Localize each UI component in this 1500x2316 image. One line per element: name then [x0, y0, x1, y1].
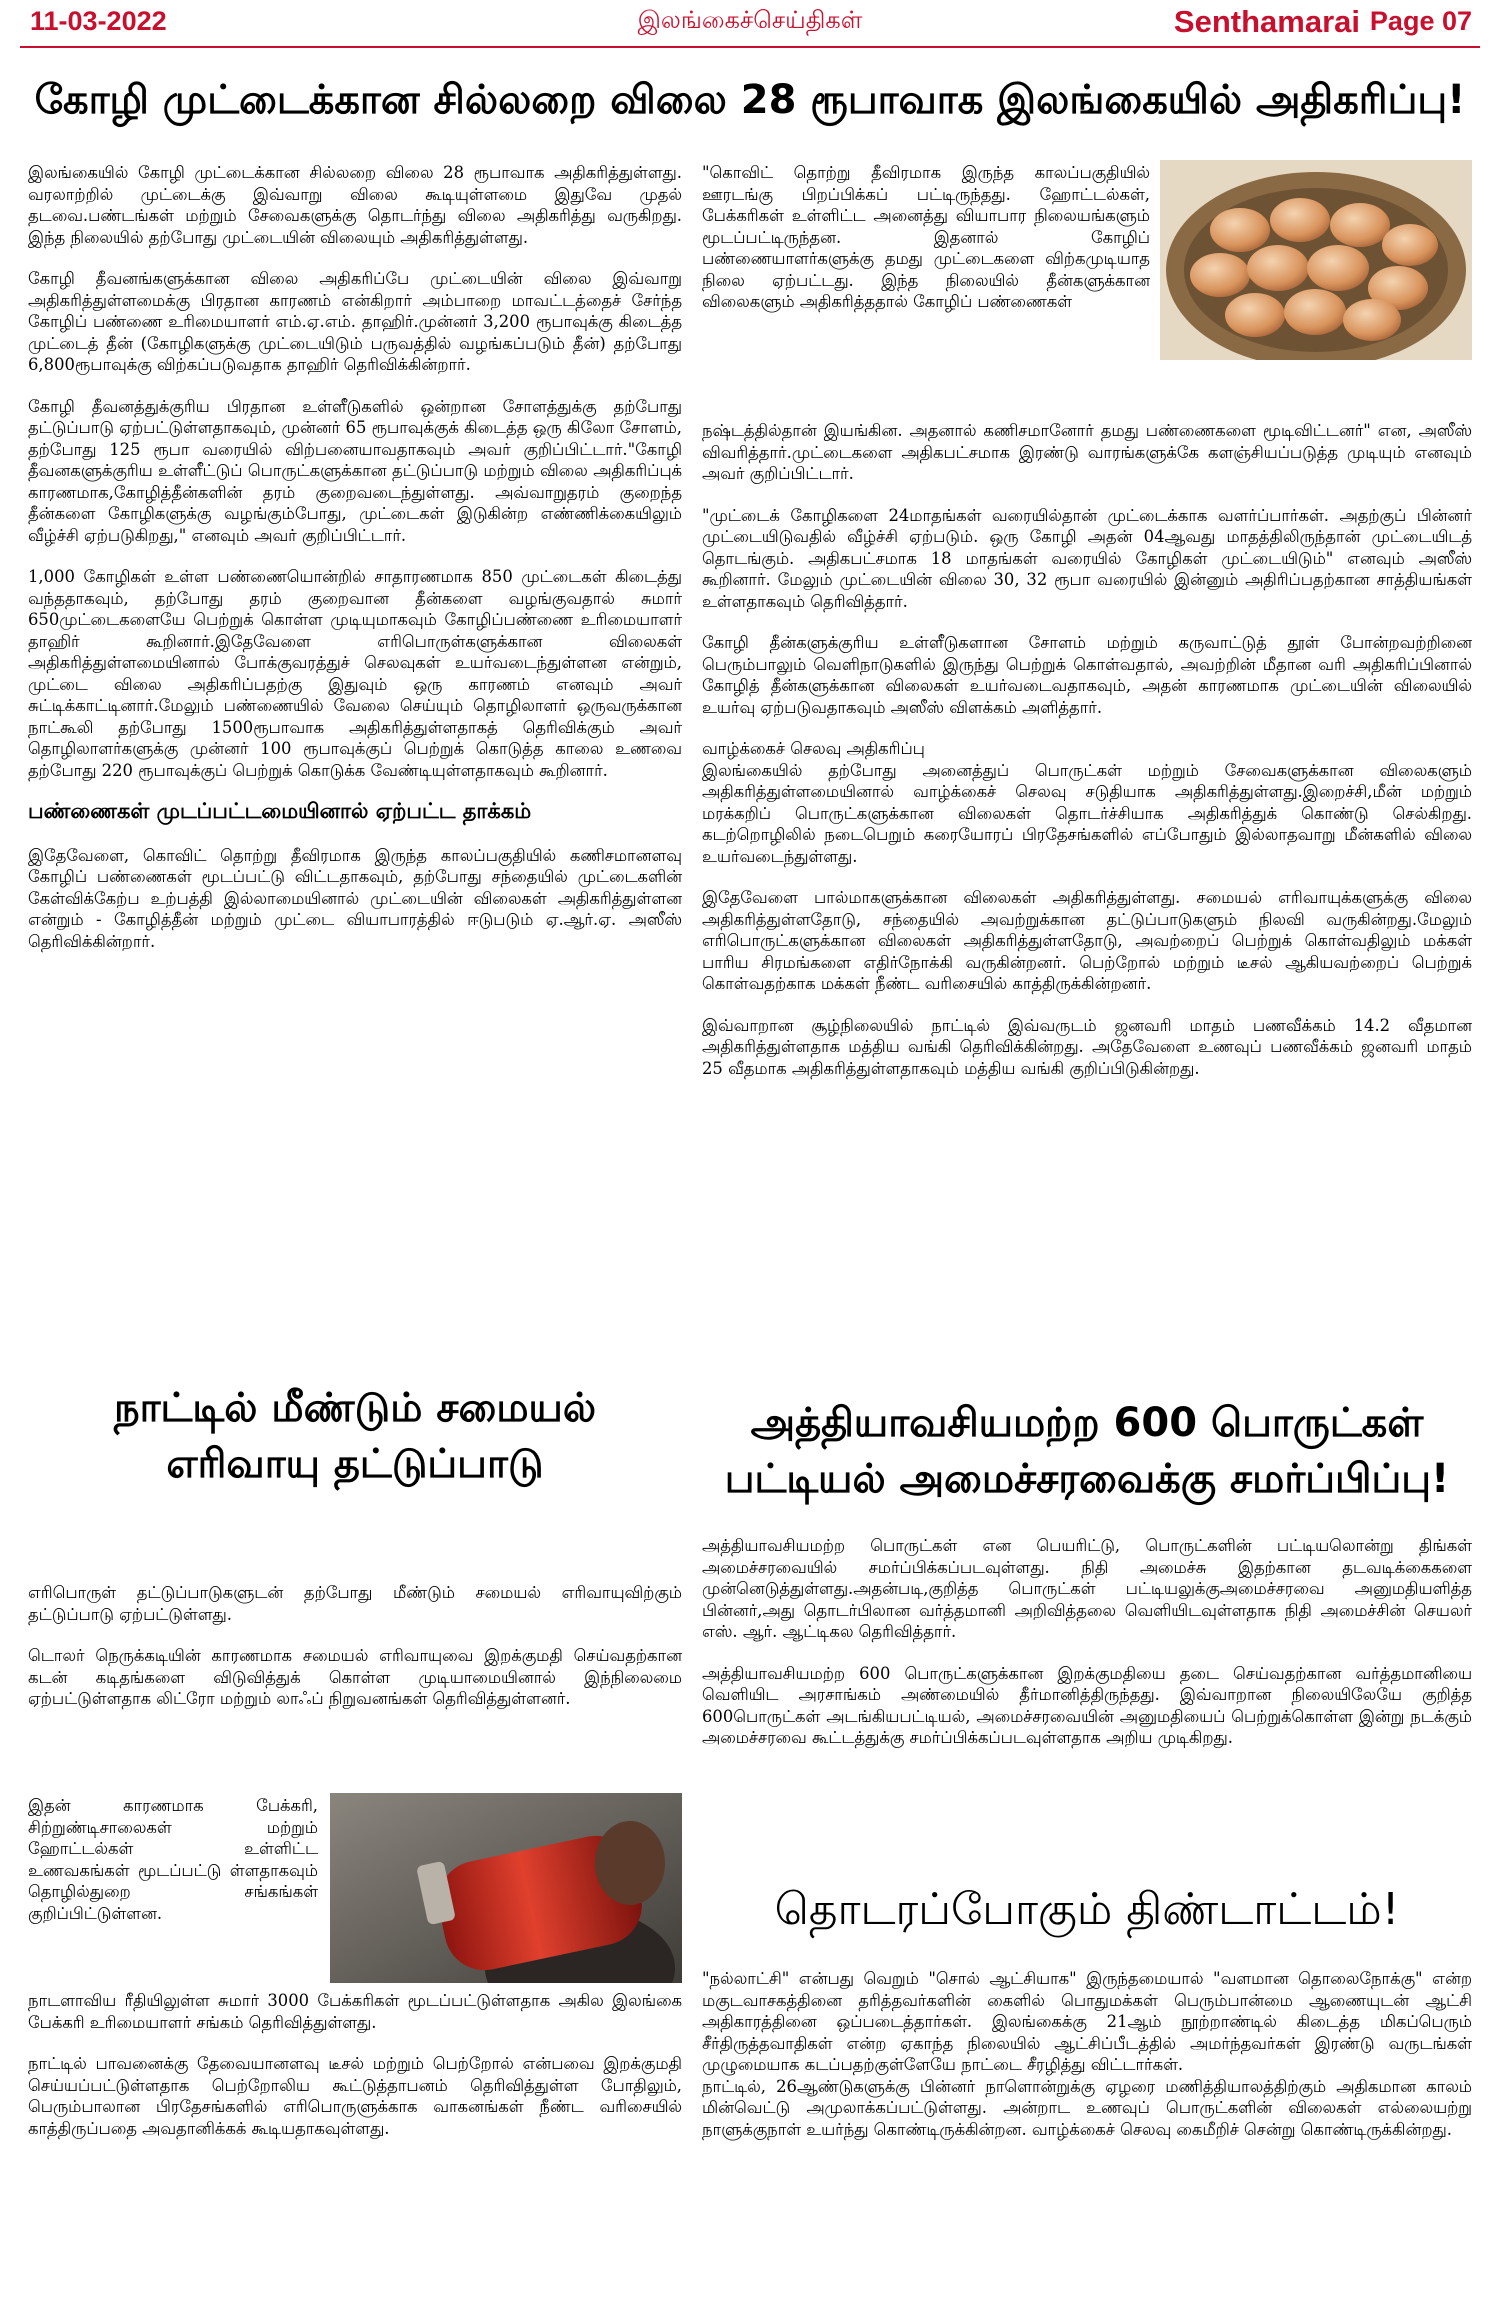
- eggs-photo: [1160, 160, 1472, 360]
- items-headline-line-2: பட்டியல் அமைச்சரவைக்கு சமர்ப்பிப்பு!: [724, 1456, 1450, 1502]
- paragraph: இதேவேளை, கொவிட் தொற்று தீவிரமாக இருந்த காலப்பகுதியில் கணிசமானளவு கோழிப் பண்ணைகள் மூடப்பட்டு விட்டதாகவும், தற்போது சந்தையில் முட்டைகளின் கேள்விக்கேற்ப உற்பத்தி இல்லாமையினால் முட்டையின் விலைகள் அதிகரித்துள்ளன என்றும் - கோழித்தீன் மற்றும் முட்டை வியாபாரத்தில் ஈடுபடும் ஏ.ஆர்.ஏ. அஸீஸ் தெரிவிக்கின்றார்.: [28, 845, 682, 951]
- paragraph: வாழ்க்கைச் செலவு அதிகரிப்பு இலங்கையில் தற்போது அனைத்துப் பொருட்கள் மற்றும் சேவைகளுக்கான விலைகளும் அதிகரித்துள்ளமையினால் வாழ்க்கைச் செலவு சடுதியாக அதிகரித்துள்ளது.இறைச்சி,மீன் மற்றும் மரக்கறிப் பொருட்களுக்கான விலைகள் தொடர்ச்சியாக அதிகரித்துக் கொண்டு செல்கிறது. கடற்றொழிலில் நடைபெறும் கரையோரப் பிரதேசங்களில் எப்போதும் இல்லாதவாறு மீன்களில் விலை உயர்வடைந்துள்ளது.: [702, 739, 1472, 866]
- paragraph: நாட்டில் பாவனைக்கு தேவையானளவு டீசல் மற்றும் பெற்றோல் என்பவை இறக்குமதி செய்யப்பட்டுள்ளதாக பெற்றோலிய கூட்டுத்தாபனம் தெரிவித்துள்ள போதிலும், பெரும்பாலான பிரதேசங்களில் எரிபொருளுக்காக வாகனங்கள் நீண்ட வரிசையில் காத்திருப்பதை அவதானிக்கக் கூடியதாகவுள்ளது.: [28, 2054, 682, 2138]
- paragraph: கோழி தீவனத்துக்குரிய பிரதான உள்ளீடுகளில் ஒன்றான சோளத்துக்கு தற்போது தட்டுப்பாடு ஏற்பட்டுள்ளதாகவும், முன்னர் 65 ரூபாவுக்குக் கிடைத்த ஒரு கிலோ சோளம், தற்போது 125 ரூபா வரையில் விற்பனையாவதாகவும் அவர் குறிப்பிட்டார்."கோழி தீவனகளுக்குரிய உள்ளீட்டுப் பொருட்களுக்கான தட்டுப்பாடு மற்றும் விலை அதிகரிப்புக் காரணமாக,கோழித்தீன்களின் தரம் குறைவடைந்துள்ளது. அவ்வாறுதரம் குறைந்த தீன்களை கோழிகளுக்கு வழங்கும்போது, முட்டைகள் இடுகின்ற எண்ணிக்கையிலும் வீழ்ச்சி ஏற்படுகிறது," எனவும் அவர் குறிப்பிட்டார்.: [28, 396, 682, 545]
- paragraph: அத்தியாவசியமற்ற பொருட்கள் என பெயரிட்டு, பொருட்களின் பட்டியலொன்று திங்கள் அமைச்சரவையில் சமர்ப்பிக்கப்படவுள்ளது. நிதி அமைச்சு இதற்கான தடவடிக்கைகளை முன்னெடுத்துள்ளது.அதன்படி,குறித்த பொருட்கள் பட்டியலுக்குஅமைச்சரவை அனுமதியளித்த பின்னர்,அது தொடர்பிலான வர்த்தமானி அறிவித்தலை வெளியிடவுள்ளதாக நிதி அமைச்சின் செயலர் எஸ். ஆர். ஆட்டிகல தெரிவித்தார்.: [702, 1536, 1472, 1641]
- page-number: Page 07: [1369, 6, 1472, 36]
- paragraph: இலங்கையில் கோழி முட்டைக்கான சில்லறை விலை 28 ரூபாவாக அதிகரித்துள்ளது. வரலாற்றில் முட்டைக்கு இவ்வாறு விலை கூடியுள்ளமை இதுவே முதல் தடவை.பண்டங்கள் மற்றும் சேவைகளுக்கு தொடர்ந்து விலை அதிகரித்து வருகிறது. இந்த நிலையில் தற்போது முட்டையின் விலையும் அதிகரித்துள்ளது.: [28, 163, 682, 247]
- gas-story-bottom: [28, 1990, 682, 2159]
- paragraph: நாட்டில், 26ஆண்டுகளுக்கு பின்னர் நாளொன்றுக்கு ஏழரை மணித்தியாலத்திற்கும் அதிகமான காலம் மின்வெட்டு அமுலாக்கப்பட்டுள்ளது. அன்றாட உணவுப் பொருட்களின் விலைகள் எல்லையற்று நாளுக்குநாள் உயர்ந்து கொண்டிருக்கின்றன. வாழ்க்கைச் செலவு கைமீறிச் சென்று கொண்டிருக்கின்றது.: [702, 2076, 1472, 2139]
- paragraph: "நல்லாட்சி" என்பது வெறும் "சொல் ஆட்சியாக" இருந்தமையால் "வளமான தொலைநோக்கு" என்ற மகுடவாசகத்தினை தரித்தவர்களின் கைளில் பொதுமக்கள் பெரும்பான்மை ஆணையுடன் ஆட்சி அதிகாரத்தினை ஒப்படைத்தார்கள். இலங்கைக்கு 21ஆம் நூற்றாண்டில் கிடைத்த மிகப்பெரும் சீர்திருத்தவாதிகள் என்ற ஏகாந்த நிலையில் ஆட்சிப்பீடத்தில் அமர்ந்தவர்கள் இரண்டு வருடங்கள் முழுமையாக கடப்பதற்குள்ளேயே நாட்டை சீரழித்து விட்டார்கள்.: [702, 1969, 1472, 2074]
- paragraph: நாடளாவிய ரீதியிலுள்ள சுமார் 3000 பேக்கரிகள் மூடப்பட்டுள்ளதாக அகில இலங்கை பேக்கரி உரிமையாளர் சங்கம் தெரிவித்துள்ளது.: [28, 1991, 682, 2032]
- paragraph: "முட்டைக் கோழிகளை 24மாதங்கள் வரையில்தான் முட்டைக்காக வளர்ப்பார்கள். அதற்குப் பின்னர் முட்டையிடுவதில் வீழ்ச்சி ஏற்படும். ஒரு கோழி அதன் 04ஆவது மாதத்திலிருந்தான் முட்டையிடத் தொடங்கும். அதிகபட்சமாக 18 மாதங்கள் வரையில் கோழிகள் முட்டையிடும்" எனவும் அஸீஸ் கூறினார். மேலும் முட்டையின் விலை 30, 32 ரூபா வரையில் இன்னும் அதிரிப்பதற்கான சாத்தியங்கள் உள்ளதாகவும் தெரிவித்தார்.: [702, 505, 1472, 611]
- paragraph: 1,000 கோழிகள் உள்ள பண்ணையொன்றில் சாதாரணமாக 850 முட்டைகள் கிடைத்து வந்ததாகவும், தற்போது தரம் குறைவான தீன்களை வழங்குவதால் சுமார் 650முட்டைகளையே பெற்றுக் கொள்ள முடியுமாகவும் கோழிப்பண்ணை உரிமையாளர் தாஹிர் கூறினார்.இதேவேளை எரிபொருள்களுக்கான விலைகள் அதிகரித்துள்ளமையினால் போக்குவரத்துச் செலவுகள் உயர்வடைந்துள்ளன என்றும், முட்டை விலை அதிகரிப்பதற்கு இதுவும் ஒரு காரணம் எனவும் அவர் சுட்டிக்காட்டினார்.மேலும் பண்ணையில் வேலை செய்யும் தொழிலாளர் ஒருவருக்கான நாட்கூலி தற்போது 1500ரூபாவாக அதிகரித்துள்ளதாகத் தெரிவிக்கும் அவர் தொழிலாளர்களுக்கு முன்னர் 100 ரூபாவுக்குப் பெற்றுக் கொடுத்த காலை உணவை தற்போது 220 ரூபாவுக்குப் பெற்றுக் கொடுக்க வேண்டியுள்ளதாகவும் கூறினார்.: [28, 567, 682, 780]
- paragraph: அத்தியாவசியமற்ற 600 பொருட்களுக்கான இறக்குமதியை தடை செய்வதற்கான வர்த்தமானியை வெளியிட அரசாங்கம் அண்மையில் தீர்மானித்திருந்தது. இவ்வாறான நிலையிலேயே குறித்த 600பொருட்கள் அடங்கியபட்டியல், அமைச்சரவையின் அனுமதியைப் பெற்றுக்கொள்ள இன்று நடக்கும் அமைச்சரவை கூட்டத்துக்கு சமர்ப்பிக்கப்படவுள்ளதாக அறிய முடிகிறது.: [702, 1663, 1472, 1747]
- items-headline-line-1: அத்தியாவசியமற்ற 600 பொருட்கள்: [750, 1400, 1424, 1446]
- paragraph: இவ்வாறான சூழ்நிலையில் நாட்டில் இவ்வருடம் ஜனவரி மாதம் பணவீக்கம் 14.2 வீதமான அதிகரித்துள்ளதாக மத்திய வங்கி தெரிவிக்கின்றது. அதேவேளை உணவுப் பணவீக்கம் ஜனவரி மாதம் 25 வீதமாக அதிகரித்துள்ளதாகவும் மத்திய வங்கி குறிப்பிடுகின்றது.: [702, 1015, 1472, 1078]
- subheading: பண்ணைகள் முடப்பட்டமையினால் ஏற்பட்ட தாக்கம்: [28, 799, 532, 823]
- header-divider: [20, 46, 1480, 48]
- paragraph: இதன் காரணமாக பேக்கரி, சிற்றுண்டிசாலைகள் மற்றும் ஹோட்டல்கள் உள்ளிட்ட உணவகங்கள் மூடப்பட்டு ள்ளதாகவும் தொழில்துறை சங்கங்கள் குறிப்பிட்டுள்ளன.: [28, 1796, 318, 1923]
- main-headline: கோழி முட்டைக்கான சில்லறை விலை 28 ரூபாவாக இலங்கையில் அதிகரிப்பு!: [34, 77, 1466, 123]
- eggs-in-basket-image: [1160, 160, 1472, 360]
- brand-name: Senthamarai: [1173, 4, 1360, 39]
- paragraph: இதேவேளை பால்மாகளுக்கான விலைகள் அதிகரித்துள்ளது. சமையல் எரிவாயுக்களுக்கு விலை அதிகரித்துள்ளதோடு, சந்தையில் அவற்றுக்கான தட்டுப்பாடுகளும் நிலவி வருகின்றது.மேலும் எரிபொருட்களுக்கான விலைகள் அதிகரித்துள்ளதோடு, அவற்றைப் பெற்றுக் கொள்வதிலும் மக்கள் பாரிய சிரமங்களை எதிர்நோக்கி வருகின்றனர். பெற்றோல் மற்றும் டீசல் ஆகியவற்றைப் பெற்றுக் கொள்வதற்காக மக்கள் நீண்ட வரிசையில் காத்திருக்கின்றனர்.: [702, 888, 1472, 993]
- gas-headline-line-2: எரிவாயு தட்டுப்பாடு: [166, 1441, 544, 1487]
- gas-headline-line-1: நாட்டில் மீண்டும் சமையல்: [113, 1385, 597, 1431]
- paragraph: கோழி தீவனங்களுக்கான விலை அதிகரிப்பே முட்டையின் விலை இவ்வாறு அதிகரித்துள்ளமைக்கு பிரதான காரணம் என்கிறார் அம்பாறை மாவட்டத்தைச் சேர்ந்த கோழிப் பண்ணை உரிமையாளர் எம்.ஏ.எம். தாஹிர்.முன்னர் 3,200 ரூபாவுக்கு கிடைத்த முட்டைத் தீன் (கோழிகளுக்கு முட்டையிடும் பருவத்தில் வழங்கப்படும் தீன்) தற்போது 6,800ரூபாவுக்கு விற்கப்படுவதாக தாஹிர் தெரிவிக்கின்றார்.: [28, 269, 682, 374]
- items-headline: [702, 1395, 1472, 1507]
- struggle-headline-text: தொடரப்போகும் திண்டாட்டம்!: [774, 1884, 1400, 1935]
- items-story-body: [702, 1535, 1472, 1769]
- struggle-story-body: [702, 1968, 1472, 2160]
- gas-story-beside-photo: [28, 1795, 318, 1924]
- gas-headline: [28, 1380, 682, 1492]
- paragraph: டொலர் நெருக்கடியின் காரணமாக சமையல் எரிவாயுவை இறக்குமதி செய்வதற்கான கடன் கடிதங்களை விடுவித்துக் கொள்ள முடியாமையினால் இந்நிலைமை ஏற்பட்டுள்ளதாக லிட்ரோ மற்றும் லாஃப் நிறுவனங்கள் தெரிவித்துள்ளனர்.: [28, 1646, 682, 1708]
- paragraph: நஷ்டத்தில்தான் இயங்கின. அதனால் கணிசமானோர் தமது பண்ணைகளை மூடிவிட்டனர்" என, அஸீஸ் விவரித்தார்.முட்டைகளை அதிகபட்சமாக இரண்டு வாரங்களுக்கே களஞ்சியப்படுத்த முடியும் எனவும் அவர் குறிப்பிட்டார்.: [702, 421, 1472, 483]
- egg-story-beside-photo: [702, 162, 1150, 313]
- paragraph: கோழி தீன்களுக்குரிய உள்ளீடுகளான சோளம் மற்றும் கருவாட்டுத் தூள் போன்றவற்றினை பெரும்பாலும் வெளிநாடுகளில் இருந்து பெற்றுக் கொள்வதால், அவற்றின் மீதான வரி அதிகரிப்பினால் கோழித் தீன்களுக்கான விலைகள் உயர்வடைவதாகவும், அதன் காரணமாக முட்டையின் விலையில் உயர்வு ஏற்படுவதாகவும் அஸீஸ் விளக்கம் அளித்தார்.: [702, 633, 1472, 717]
- paragraph: எரிபொருள் தட்டுப்பாடுகளுடன் தற்போது மீண்டும் சமையல் எரிவாயுவிற்கும் தட்டுப்பாடு ஏற்பட்டுள்ளது.: [28, 1583, 682, 1624]
- egg-story-left-column: [28, 162, 682, 972]
- gas-cylinder-image: [330, 1793, 682, 1983]
- gas-story-top: [28, 1582, 682, 1730]
- paragraph: "கொவிட் தொற்று தீவிரமாக இருந்த காலப்பகுதியில் ஊரடங்கு பிறப்பிக்கப் பட்டிருந்தது. ஹோட்டல்கள், பேக்கரிகள் உள்ளிட்ட அனைத்து வியாபார நிலையங்களும் மூடப்பட்டிருந்தன. இதனால் கோழிப் பண்ணையாளர்களுக்கு தமது முட்டைகளை விற்கமுடியாத நிலை ஏற்பட்டது. இந்த நிலையில் தீன்களுக்கான விலைகளும் அதிகரித்ததால் கோழிப் பண்ணைகள்: [702, 163, 1150, 311]
- page-header: [0, 0, 1500, 44]
- section-title: இலங்கைச்செய்திகள்: [637, 6, 863, 34]
- gas-cylinder-photo: [330, 1793, 682, 1983]
- egg-story-right-column: [702, 420, 1472, 1099]
- issue-date: 11-03-2022: [30, 6, 167, 36]
- struggle-headline: [702, 1875, 1472, 1945]
